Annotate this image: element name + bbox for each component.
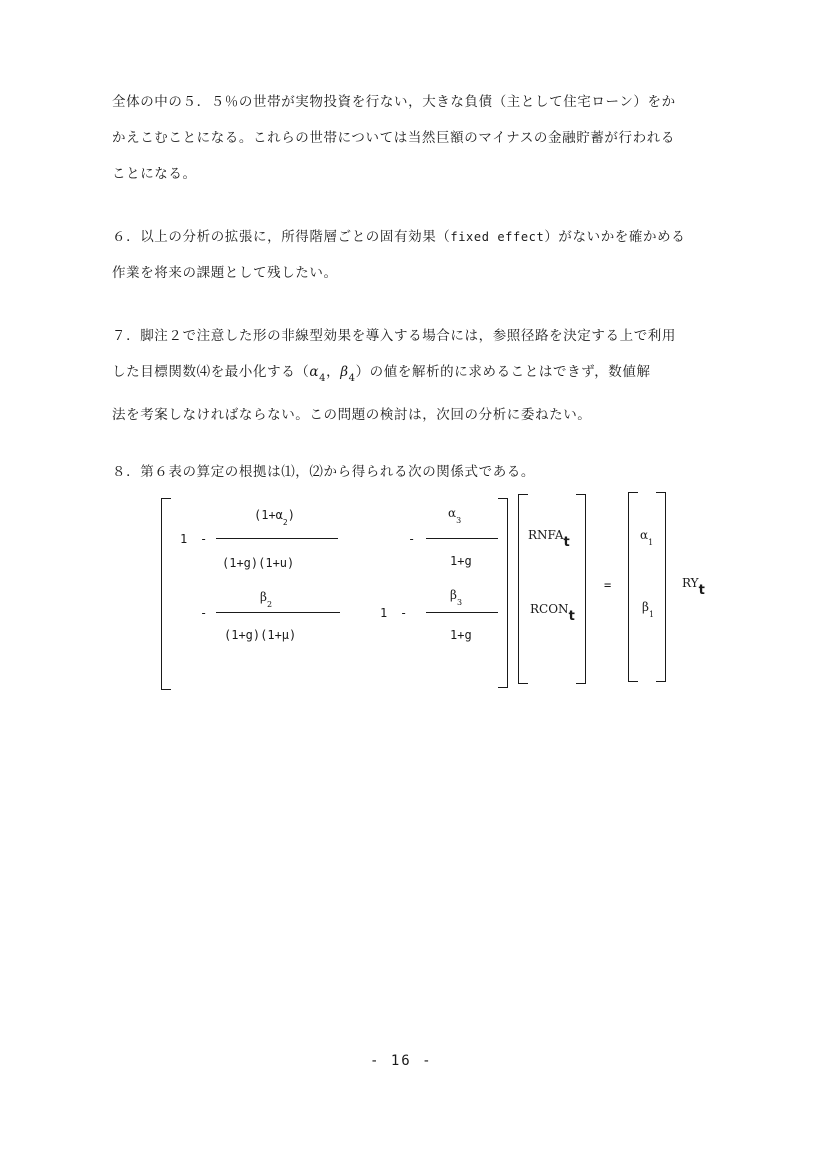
matrix-right-bracket <box>498 498 508 688</box>
text-line: ことになる。 <box>112 166 197 182</box>
numerator-text: β <box>450 588 457 602</box>
fraction-denominator: 1+g <box>450 628 472 642</box>
subscript: 2 <box>282 518 288 527</box>
minus-sign: - <box>400 606 408 620</box>
numerator-text: (1+α <box>254 508 283 522</box>
text-line: 全体の中の５．５％の世帯が実物投資を行ない，大きな負債（主として住宅ローン）をか <box>112 94 676 110</box>
numerator-text: β <box>260 590 267 604</box>
matrix-entry-one: 1 <box>380 606 388 620</box>
subscript: 3 <box>456 516 462 525</box>
fraction-numerator <box>260 590 272 609</box>
minus-sign: - <box>200 532 208 546</box>
fraction-bar <box>216 612 340 613</box>
numerator-text: α <box>448 506 457 520</box>
ry-label: RY <box>682 576 699 590</box>
paragraph-5 <box>112 84 722 192</box>
subscript: t <box>698 583 705 598</box>
ry-term <box>682 576 705 598</box>
rhs-entry <box>642 600 654 619</box>
matrix-entry-one: 1 <box>180 532 188 546</box>
subscript: 4 <box>348 373 356 384</box>
vector-entry <box>528 528 570 550</box>
paragraph-6 <box>112 219 722 291</box>
text-line <box>112 219 722 255</box>
subscript: 1 <box>648 610 655 619</box>
text-line: 法を考案しなければならない。この問題の検討は，次回の分析に委ねたい。 <box>112 407 592 423</box>
subscript: t <box>563 535 570 550</box>
subscript: 3 <box>456 598 463 607</box>
text-run: ６．以上の分析の拡張に，所得階層ごとの固有効果（ <box>112 229 451 245</box>
fraction-bar <box>426 612 498 613</box>
fraction-numerator <box>448 506 461 525</box>
matrix-equation <box>150 488 730 698</box>
fraction-bar <box>426 538 498 539</box>
rhs-entry <box>640 528 653 547</box>
text-run: ）がないかを確かめる <box>544 229 686 245</box>
matrix-left-bracket <box>161 498 171 690</box>
text-line <box>112 354 722 397</box>
vector-entry <box>530 602 575 624</box>
fraction-denominator: 1+g <box>450 554 472 568</box>
subscript: 4 <box>319 373 327 384</box>
vector-label: RCON <box>530 602 569 616</box>
vector-label: RNFA <box>528 528 564 542</box>
fraction-bar <box>216 538 338 539</box>
text-line: ８．第６表の算定の根拠は⑴，⑵から得られる次の関係式である。 <box>112 464 535 480</box>
close-paren: ) <box>287 508 295 522</box>
rhs-symbol: α <box>640 528 649 542</box>
minus-sign: - <box>408 532 416 546</box>
text-line: ７．脚注２で注意した形の非線型効果を導入する場合には，参照径路を決定する上で利用 <box>112 328 676 344</box>
page-number: - 16 - <box>370 1053 433 1069</box>
fraction-denominator: (1+g)(1+u) <box>222 556 295 570</box>
fraction-numerator <box>450 588 462 607</box>
rhs-right-bracket <box>656 492 666 682</box>
equals-sign: = <box>604 578 612 592</box>
fixed-effect-term: fixed effect <box>450 230 545 244</box>
paragraph-8 <box>112 454 722 490</box>
rhs-symbol: β <box>642 600 649 614</box>
fraction-denominator: (1+g)(1+μ) <box>224 628 297 642</box>
subscript: 1 <box>648 538 654 547</box>
subscript: t <box>568 609 575 624</box>
minus-sign: - <box>200 606 208 620</box>
vector-right-bracket <box>576 494 586 684</box>
paragraph-7 <box>112 318 722 433</box>
beta-symbol: β <box>340 364 349 380</box>
text-run: した目標関数⑷を最小化する（ <box>112 364 310 380</box>
text-line: かえこむことになる。これらの世帯については当然巨額のマイナスの金融貯蓄が行われる <box>112 130 675 146</box>
vector-left-bracket <box>518 494 528 684</box>
subscript: 2 <box>266 600 273 609</box>
text-line: 作業を将来の課題として残したい。 <box>112 265 338 281</box>
alpha-symbol: α <box>309 364 320 380</box>
fraction-numerator <box>254 508 295 527</box>
rhs-left-bracket <box>628 492 638 682</box>
comma: ， <box>326 364 341 380</box>
text-run: ）の値を解析的に求めることはできず，数値解 <box>355 364 651 380</box>
